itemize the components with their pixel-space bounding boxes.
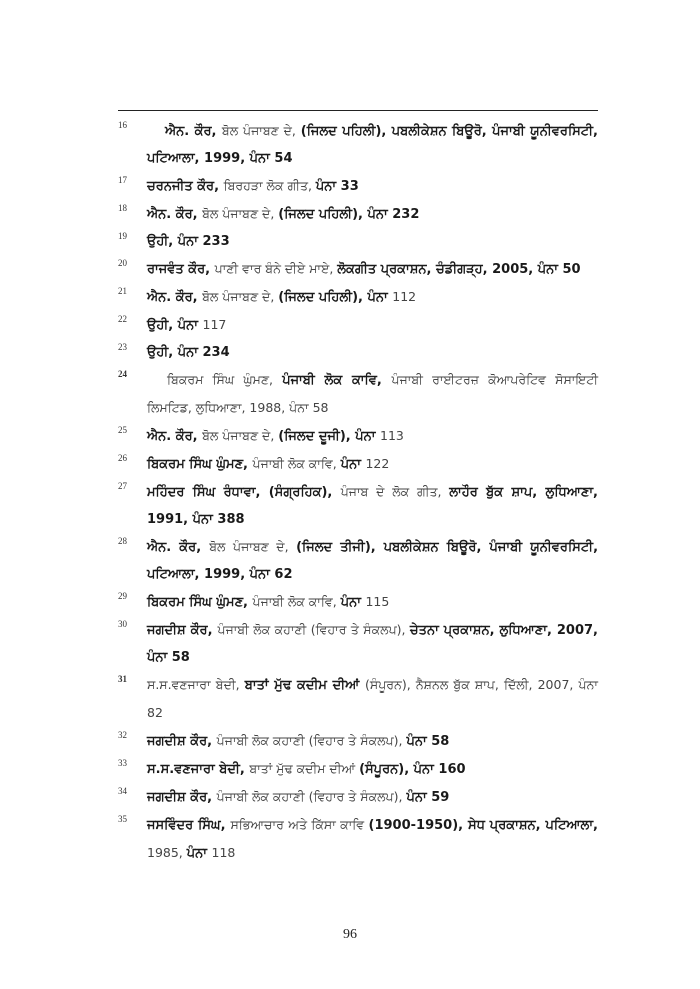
- page-ref: ਪੰਨਾ 59: [406, 790, 450, 805]
- author: ਜਗਦੀਸ਼ ਕੌਰ,: [147, 790, 217, 805]
- footnote-35: [118, 811, 598, 867]
- title: ਬੋਲ ਪੰਜਾਬਣ ਦੇ,: [202, 428, 279, 443]
- title: ਸਭਿਆਚਾਰ ਅਤੇ ਕਿੱਸਾ ਕਾਵਿ: [230, 817, 369, 832]
- page-ref: (ਜਿਲਦ ਪਹਿਲੀ), ਪੰਨਾ 232: [278, 207, 420, 222]
- page-number: 118: [211, 845, 236, 860]
- footnote-32: [118, 727, 598, 755]
- footnote-number: 24: [118, 369, 127, 379]
- author: ਐਨ. ਕੌਰ,: [165, 124, 222, 139]
- author: ਚਰਨਜੀਤ ਕੌਰ,: [147, 179, 224, 194]
- publication-info: ਲੋਕਗੀਤ ਪ੍ਰਕਾਸ਼ਨ, ਚੰਡੀਗੜ੍ਹ, 2005, ਪੰਨਾ 50: [337, 262, 581, 277]
- footnote-34: [118, 783, 598, 811]
- footnote-31: [118, 671, 598, 727]
- footnote-24: [118, 366, 598, 422]
- footnote-number: 32: [118, 730, 127, 740]
- footnote-30: [118, 616, 598, 671]
- footnote-number: 22: [118, 314, 127, 324]
- footnote-number: 34: [118, 786, 127, 796]
- footnote-18: [118, 200, 598, 228]
- footnote-25: [118, 422, 598, 450]
- title: ਬੋਲ ਪੰਜਾਬਣ ਦੇ,: [202, 206, 279, 221]
- page-number: 122: [365, 456, 390, 471]
- title: ਪੰਜਾਬੀ ਲੋਕ ਕਹਾਣੀ (ਵਿਹਾਰ ਤੇ ਸੰਕਲਪ),: [216, 789, 407, 804]
- footnote-22: [118, 311, 598, 339]
- title: ਬਿਰਹੜਾ ਲੋਕ ਗੀਤ,: [223, 178, 316, 193]
- footnote-number: 16: [118, 120, 127, 130]
- footnote-20: [118, 255, 598, 283]
- publication-info: ਚੇਤਨਾ ਪ੍ਰਕਾਸ਼ਨ, ਲੁਧਿਆਣਾ, 2007, ਪੰਨਾ 58: [147, 623, 598, 665]
- footnote-17: [118, 172, 598, 200]
- ibid-ref: ਉਹੀ, ਪੰਨਾ: [147, 318, 203, 333]
- footnote-28: [118, 533, 598, 588]
- footnote-number: 29: [118, 591, 127, 601]
- title: ਪਾਣੀ ਵਾਰ ਬੰਨੇ ਦੀਏ ਮਾਏ,: [214, 261, 338, 276]
- title: ਬਾਤਾਂ ਮੁੱਢ ਕਦੀਮ ਦੀਆਂ: [244, 678, 366, 693]
- footnote-number: 27: [118, 481, 127, 491]
- author: ਸ.ਸ.ਵਣਜਾਰਾ ਬੇਦੀ,: [147, 762, 250, 777]
- author: ਬਿਕਰਮ ਸਿੰਘ ਘੁੰਮਣ,: [147, 595, 253, 610]
- footnote-number: 30: [118, 619, 127, 629]
- title: ਬੋਲ ਪੰਜਾਬਣ ਦੇ,: [221, 123, 301, 138]
- title: ਪੰਜਾਬੀ ਲੋਕ ਕਹਾਣੀ (ਵਿਹਾਰ ਤੇ ਸੰਕਲਪ),: [216, 733, 407, 748]
- title: ਪੰਜਾਬੀ ਲੋਕ ਕਾਵਿ,: [282, 373, 392, 388]
- volume-ref: (ਜਿਲਦ ਪਹਿਲੀ), ਪੰਨਾ: [278, 290, 393, 305]
- publication-info: (ਜਿਲਦ ਤੀਜੀ), ਪਬਲੀਕੇਸ਼ਨ ਬਿਊਰੋ, ਪੰਜਾਬੀ ਯੂਨੀਵਰਸਿਟੀ, ਪਟਿਆਲਾ, 1999, ਪੰਨਾ 62: [147, 540, 599, 582]
- author: ਜਸਵਿੰਦਰ ਸਿੰਘ,: [147, 818, 231, 833]
- page-ref: (ਸੰਪੂਰਨ), ਪੰਨਾ 160: [359, 762, 466, 777]
- footnote-number: 19: [118, 231, 127, 241]
- footnote-26: [118, 450, 598, 478]
- footnote-number: 17: [118, 175, 127, 185]
- author: ਐਨ. ਕੌਰ,: [147, 429, 203, 444]
- footnote-number: 20: [118, 258, 127, 268]
- ibid-ref: ਉਹੀ, ਪੰਨਾ 233: [147, 234, 230, 249]
- footnote-separator-rule: [118, 110, 598, 111]
- author: ਬਿਕਰਮ ਸਿੰਘ ਘੁੰਮਣ,: [167, 372, 283, 387]
- page-label: ਪੰਨਾ: [186, 846, 212, 861]
- author: ਐਨ. ਕੌਰ,: [147, 207, 203, 222]
- footnote-number: 21: [118, 286, 127, 296]
- title: ਪੰਜਾਬੀ ਲੋਕ ਕਾਵਿ,: [252, 594, 341, 609]
- page-ref: ਪੰਨਾ 33: [315, 179, 359, 194]
- author: ਜਗਦੀਸ਼ ਕੌਰ,: [147, 734, 217, 749]
- publication-info: (ਸੰਪੂਰਨ), ਨੈਸ਼ਨਲ ਬੁੱਕ ਸ਼ਾਪ, ਦਿੱਲੀ, 2007, ਪੰਨਾ 82: [147, 677, 598, 720]
- author: ਰਾਜਵੰਤ ਕੌਰ,: [147, 262, 215, 277]
- page-number: 117: [202, 317, 227, 332]
- author: ਸ.ਸ.ਵਣਜਾਰਾ ਬੇਦੀ,: [147, 677, 245, 692]
- footnote-number: 26: [118, 453, 127, 463]
- footnote-number: 33: [118, 758, 127, 768]
- footnote-number: 18: [118, 203, 127, 213]
- author: ਬਿਕਰਮ ਸਿੰਘ ਘੁੰਮਣ,: [147, 457, 253, 472]
- footnote-29: [118, 588, 598, 616]
- page-label: ਪੰਨਾ: [340, 457, 366, 472]
- publication-info: ਪੰਜਾਬੀ ਰਾਈਟਰਜ਼ ਕੋਆਪਰੇਟਿਵ ਸੋਸਾਇਟੀ ਲਿਮਟਿਡ, ਲੁਧਿਆਣਾ, 1988, ਪੰਨਾ 58: [147, 372, 598, 415]
- title: ਪੰਜਾਬ ਦੇ ਲੋਕ ਗੀਤ,: [340, 484, 450, 499]
- page-number: 96: [343, 927, 357, 942]
- title: ਬਾਤਾਂ ਮੁੱਢ ਕਦੀਮ ਦੀਆਂ: [249, 761, 360, 776]
- author: ਜਗਦੀਸ਼ ਕੌਰ,: [147, 623, 218, 638]
- title: ਪੰਜਾਬੀ ਲੋਕ ਕਾਵਿ,: [252, 456, 341, 471]
- author: ਮਹਿੰਦਰ ਸਿੰਘ ਰੰਧਾਵਾ, (ਸੰਗ੍ਰਹਿਕ),: [147, 485, 341, 500]
- footnote-number: 31: [118, 674, 127, 684]
- page-label: ਪੰਨਾ: [340, 595, 366, 610]
- footnote-16: [118, 117, 598, 172]
- publication-info: (1900-1950), ਸੇਧ ਪ੍ਰਕਾਸ਼ਨ, ਪਟਿਆਲਾ,: [368, 818, 598, 833]
- volume-ref: (ਜਿਲਦ ਦੂਜੀ), ਪੰਨਾ: [278, 429, 381, 444]
- title: ਪੰਜਾਬੀ ਲੋਕ ਕਹਾਣੀ (ਵਿਹਾਰ ਤੇ ਸੰਕਲਪ),: [217, 622, 410, 637]
- footnote-number: 28: [118, 536, 127, 546]
- footnotes-list: [118, 117, 598, 867]
- title: ਬੋਲ ਪੰਜਾਬਣ ਦੇ,: [209, 539, 297, 554]
- footnote-23: [118, 339, 598, 366]
- publication-info: (ਜਿਲਦ ਪਹਿਲੀ), ਪਬਲੀਕੇਸ਼ਨ ਬਿਊਰੋ, ਪੰਜਾਬੀ ਯੂਨੀਵਰਸਿਟੀ, ਪਟਿਆਲਾ, 1999, ਪੰਨਾ 54: [147, 124, 598, 166]
- page-number: 113: [380, 428, 404, 443]
- footnote-number: 23: [118, 342, 127, 352]
- footnote-number: 25: [118, 425, 127, 435]
- footnote-27: [118, 478, 598, 533]
- footnote-21: [118, 283, 598, 311]
- footnote-text: [147, 373, 598, 416]
- footnote-33: [118, 755, 598, 783]
- ibid-ref: ਉਹੀ, ਪੰਨਾ 234: [147, 345, 230, 360]
- footnote-19: [118, 228, 598, 255]
- page-number: 115: [365, 594, 390, 609]
- footnote-text: [147, 124, 598, 166]
- footnote-number: 35: [118, 814, 127, 824]
- title: ਬੋਲ ਪੰਜਾਬਣ ਦੇ,: [202, 289, 279, 304]
- page-number: 112: [392, 289, 417, 304]
- author: ਐਨ. ਕੌਰ,: [147, 290, 203, 305]
- publication-info: ਲਾਹੌਰ ਬੁੱਕ ਸ਼ਾਪ, ਲੁਧਿਆਣਾ, 1991, ਪੰਨਾ 388: [147, 485, 598, 527]
- year: 1985,: [147, 845, 187, 860]
- page-ref: ਪੰਨਾ 58: [406, 734, 450, 749]
- author: ਐਨ. ਕੌਰ,: [147, 540, 210, 555]
